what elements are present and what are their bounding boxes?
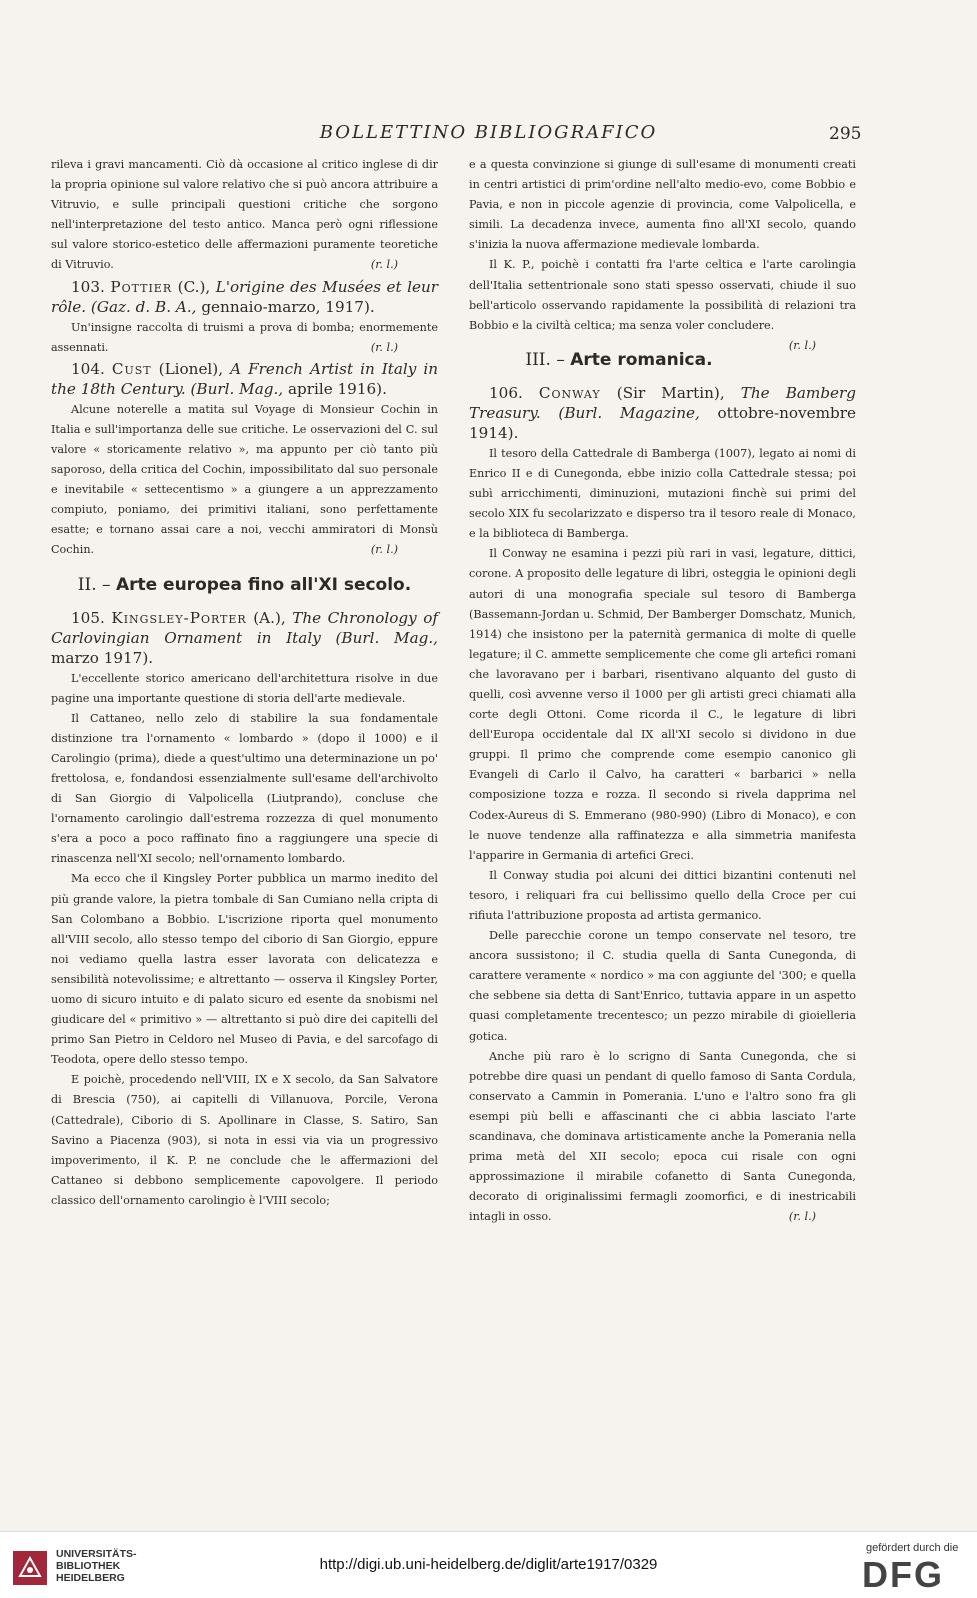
bibliography-entry-104: 104. Cust (Lionel), A French Artist in Italy in the 18th Century. (Burl. Mag., aprile 1916). — [51, 359, 439, 398]
paragraph: Alcune noterelle a matita sul Voyage di Monsieur Cochin in Italia e sull'importanza delle sue critiche. Le osservazioni del C. sul valore « storicamente relativo », ma appunto per ciò tanto più saporoso, della critica del Cochin, impossibilitato dal suo personale e inevitabile « settecentismo » a giungere a un apprezzamento compiuto, poniamo, dei primitivi italiani, sono perfettamente esatte; e tornano assai care a noi, vecchi ammiratori di Monsù Cochin. (r. l.) — [51, 400, 438, 561]
bibliography-entry-103: 103. Pottier (C.), L'origine des Musées et leur rôle. (Gaz. d. B. A., gennaio-marzo, 1917). — [51, 277, 439, 316]
university-name: UNIVERSITÄTS- BIBLIOTHEK HEIDELBERG — [56, 1548, 137, 1584]
paragraph: Il K. P., poichè i contatti fra l'arte celtica e l'arte carolingia dell'Italia settentrionale sono stati spesso osservati, chiude il suo bell'articolo osservando rapidamente la possibilità di relazioni tra Bobbio e la civiltà celtica; ma senza voler concludere. (r. l.) — [469, 255, 856, 335]
section-heading-ii: II. – Arte europea fino all'XI secolo. — [77, 574, 412, 595]
paragraph: Anche più raro è lo scrigno di Santa Cunegonda, che si potrebbe dire quasi un pendant di quello famoso di Santa Cordula, conservato a Cammin in Pomerania. L'uno e l'altro sono fra gli esempi più belli e affascinanti che ci abbia lasciato l'arte scandinava, che dominava artisticamente anche la Pomerania nella prima metà del XII secolo; epoca cui risale con ogni approssimazione il mirabile cofanetto di Santa Cunegonda, decorato di originalissimi fermagli zoomorfici, e di inestricabili intagli in osso. (r. l.) — [469, 1047, 856, 1228]
page-number: 295 — [829, 124, 862, 144]
funded-by-label: gefördert durch die — [866, 1542, 959, 1554]
paragraph: rileva i gravi mancamenti. Ciò dà occasione al critico inglese di dir la propria opinione sul valore relativo che si può ancora attribuire a Vitruvio, e sulle principali questioni critiche che sorgono nell'interpretazione del testo antico. Manca però ogni riflessione sul valore storico-estetico delle affermazioni puramente teoretiche di Vitruvio. (r. l.) — [51, 155, 438, 276]
signature: (r. l.) — [788, 1210, 816, 1224]
source-url-link[interactable]: http://digi.ub.uni-heidelberg.de/diglit/arte1917/0329 — [319, 1556, 658, 1573]
dfg-logo: DFG — [862, 1554, 944, 1595]
paragraph: L'eccellente storico americano dell'architettura risolve in due pagine una importante questione di storia dell'arte medievale. — [51, 671, 438, 705]
paragraph: e a questa convinzione si giunge di sull'esame di monumenti creati in centri artistici di prim'ordine nell'alto medio-evo, come Bobbio e Pavia, e non in piccole agenzie di provincia, come Valpolicella, e simili. La decadenza invece, aumenta fino all'XI secolo, quando s'inizia la nuova affermazione medievale lombarda. — [469, 158, 856, 252]
paragraph: Ma ecco che il Kingsley Porter pubblica un marmo inedito del più grande valore, la pietra tombale di San Cumiano nella cripta di San Colombano a Bobbio. L'iscrizione riporta quel monumento all'VIII secolo, allo stesso tempo del ciborio di San Giorgio, eppure noi vediamo quella lastra esser lavorata con delicatezza e sensibilità notevolissime; e altrettanto — osserva il Kingsley Porter, uomo di sicuro intuito e di palato sicuro ed esente da snobismi nel giudicare del « primitivo » — altrettanto si può dire dei capitelli del primo San Pietro in Celdoro nel Museo di Pavia, e del sarcofago di Teodota, opere dello stesso tempo. — [51, 872, 438, 1067]
signature: (r. l.) — [370, 340, 398, 354]
journal-title: BOLLETTINO BIBLIOGRAFICO — [319, 122, 658, 143]
paragraph: Il Conway ne esamina i pezzi più rari in vasi, legature, dittici, corone. A proposito delle legature di libri, osteggia le opinioni degli autori di una monografia speciale sul tesoro di Bamberga (Bassemann-Jordan u. Schmid, Der Bamberger Domschatz, Munich, 1914) che insistono per la paternità germanica di molte di quelle legature; il C. ammette semplicemente che come gli artefici romani che lavoravano per i barbari, risentivano alquanto del gusto di quelli, così avvenne verso il 1000 per gli artisti greci chiamati alla corte degli Ottoni. Come ricorda il C., le legature di libri dell'Europa occidentale dal IX all'XI secolo si dividono in due gruppi. Il primo che comprende come esempio canonico gli Evangeli di Carlo il Calvo, ha caratteri « barbarici » nella composizione tozza e rozza. Il secondo si rivela dapprima nel Codex-Aureus di S. Emmerano (980-990) (Libro di Monaco), e con le nuove tendenze alla raffinatezza e alla simmetria manifesta l'apparire in Germania di artefici Greci. — [469, 547, 856, 862]
paragraph: Il Conway studia poi alcuni dei dittici bizantini contenuti nel tesoro, i reliquari fra cui bellissimo quello della Croce per cui rifiuta l'attribuzione proposta ad artista germanico. — [469, 868, 856, 922]
signature: (r. l.) — [788, 338, 816, 352]
paragraph: Delle parecchie corone un tempo conservate nel tesoro, tre ancora sussistono; il C. studia quella di Santa Cunegonda, di carattere veramente « nordico » ma con aggiunte del '300; e quella che sebbene sia detta di Sant'Enrico, tuttavia appare in un aspetto quasi completamente trecentesco; un pezzo mirabile di gioielleria gotica. — [469, 929, 856, 1043]
paragraph: Il tesoro della Cattedrale di Bamberga (1007), legato ai nomi di Enrico II e di Cunegonda, ebbe inizio colla Cattedrale stessa; poi subì arricchimenti, diminuzioni, mutazioni finchè sui primi del secolo XIX fu secolarizzato e disperso tra il tesoro reale di Monaco, e la biblioteca di Bamberga. — [469, 446, 856, 541]
paragraph: E poichè, procedendo nell'VIII, IX e X secolo, da San Salvatore di Brescia (750), ai capitelli di Villanuova, Porcile, Verona (Cattedrale), Ciborio di S. Apollinare in Classe, S. Satiro, San Savino a Piacenza (903), si nota in essi via via un progressivo impoverimento, il K. P. ne conclude che le affermazioni del Cattaneo si debbono semplicemente capovolgere. Il periodo classico dell'ornamento carolingio è l'VIII secolo; — [51, 1073, 438, 1207]
right-column — [469, 155, 856, 1228]
signature: (r. l.) — [370, 543, 398, 557]
paragraph: Il Cattaneo, nello zelo di stabilire la sua fondamentale distinzione tra l'ornamento « lombardo » (dopo il 1000) e il Carolingio (prima), diede a quest'ultimo una determinazione un po' frettolosa, e, fondandosi essenzialmente sull'esame dell'archivolto di San Giorgio di Valpolicella (Liutprando), concluse che l'ornamento carolingio dall'estrema rozzezza di quel monumento s'era a poco a poco raffinato fino a raggiungere una specie di rinascenza nell'XI secolo; nell'ornamento lombardo. — [51, 711, 438, 866]
paragraph: Un'insigne raccolta di truismi a prova di bomba; enormemente assennati. (r. l.) — [51, 318, 438, 358]
bibliography-entry-106: 106. Conway (Sir Martin), The Bamberg Treasury. (Burl. Magazine, ottobre-novembre 1914). — [469, 383, 857, 442]
section-heading-iii: III. – Arte romanica. — [525, 349, 713, 370]
signature: (r. l.) — [370, 258, 398, 272]
bibliography-entry-105: 105. Kingsley-Porter (A.), The Chronology of Carlovingian Ornament in Italy (Burl. Mag., marzo 1917). — [51, 608, 439, 667]
left-column — [51, 155, 438, 1211]
digitization-footer — [0, 1531, 977, 1598]
